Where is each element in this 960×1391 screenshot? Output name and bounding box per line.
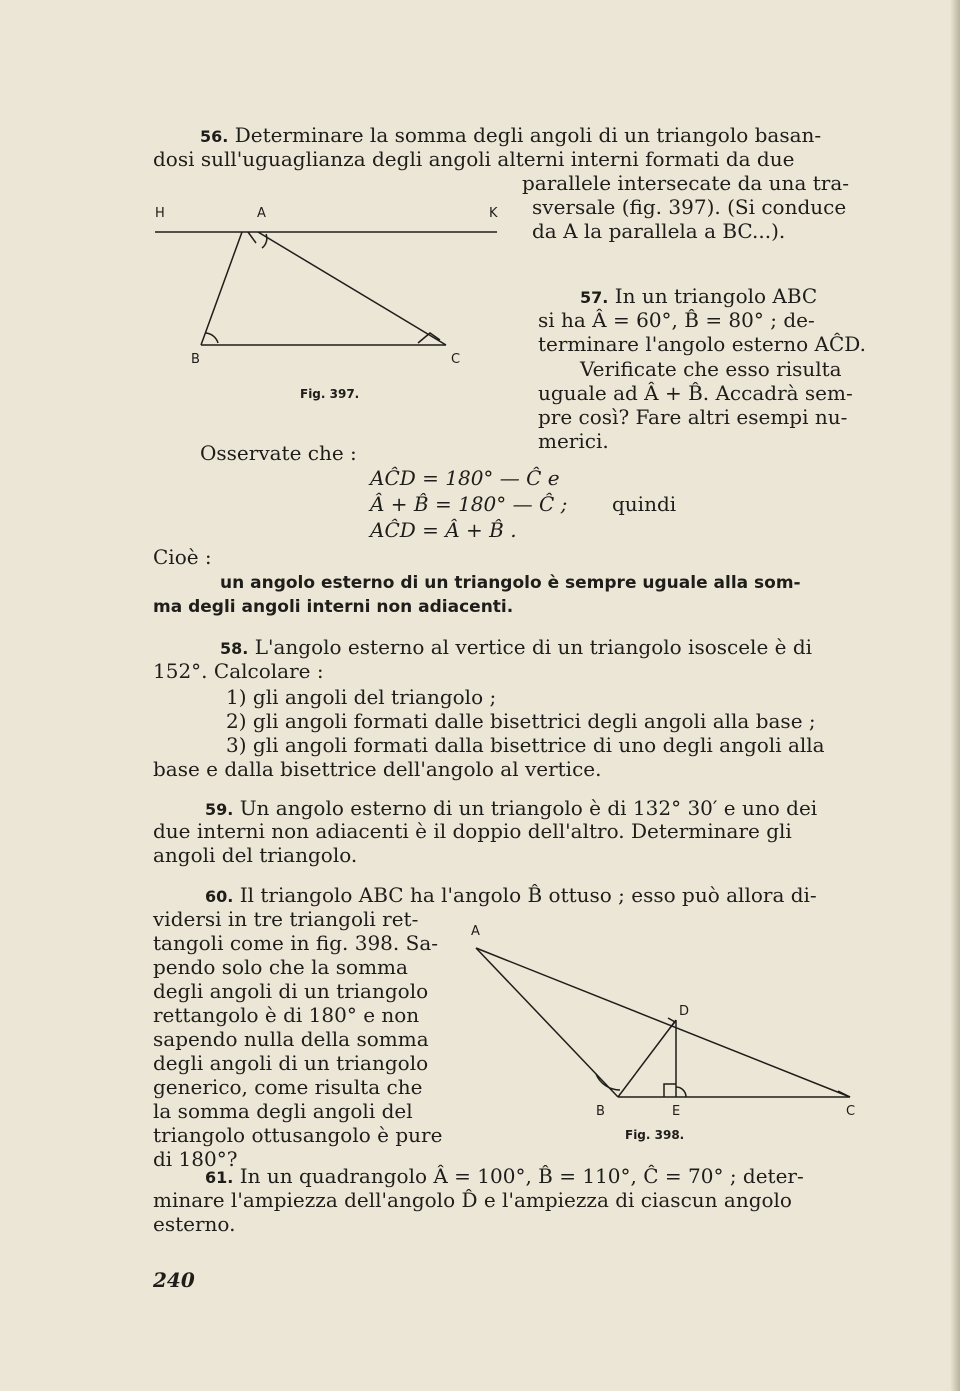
angle-mark-c (418, 333, 440, 343)
ex58-text1: L'angolo esterno al vertice di un triangolo isoscele è di (254, 635, 813, 659)
ex60-line6: rettangolo è di 180° e non (153, 1003, 420, 1027)
fig397-label-h: H (155, 206, 165, 221)
fig398-label-d: D (679, 1004, 690, 1019)
ex56-line4: sversale (fig. 397). (Si conduce (532, 195, 847, 219)
ex60-line12: di 180°? (153, 1147, 238, 1171)
ex57-line5: uguale ad Â + B̂. Accadrà sem- (538, 381, 853, 405)
equation-2: Â + B̂ = 180° — Ĉ ; (370, 492, 568, 516)
fig398-label-e: E (672, 1104, 681, 1119)
page-edge-shadow (950, 0, 960, 1391)
fig397-label-c: C (451, 352, 461, 367)
ex59-line1 (205, 797, 817, 821)
ex61-line3: esterno. (153, 1212, 236, 1236)
ex60-line1 (205, 884, 817, 908)
ex58-number: 58. (220, 639, 249, 658)
right-angle-mark-e (664, 1084, 676, 1097)
ex57-line4: Verificate che esso risulta (580, 357, 842, 381)
fig397-label-b: B (191, 352, 200, 367)
ex60-line7: sapendo nulla della somma (153, 1027, 429, 1051)
ex59-line3: angoli del triangolo. (153, 843, 358, 867)
ex59-line2: due interni non adiacenti è il doppio dell'altro. Determinare gli (153, 819, 792, 843)
side-ac (258, 232, 446, 345)
ex58-line1 (220, 636, 812, 660)
ex56-line2: dosi sull'uguaglianza degli angoli alterni interni formati da due (153, 147, 795, 171)
fig397-caption: Fig. 397. (300, 387, 360, 401)
ex56-line5: da A la parallela a BC...). (532, 219, 786, 243)
ex60-line5: degli angoli di un triangolo (153, 979, 429, 1003)
ex56-number: 56. (200, 127, 229, 146)
fig398-label-c: C (846, 1104, 856, 1119)
ex60-line2: vidersi in tre triangoli ret- (153, 907, 419, 931)
ex56-line3: parallele intersecate da una tra- (522, 171, 850, 195)
angle-mark-c (838, 1091, 850, 1097)
ex56-line1 (200, 124, 821, 148)
angle-mark-d (668, 1018, 675, 1028)
ex61-number: 61. (205, 1168, 234, 1187)
side-ab (201, 232, 242, 345)
ex61-line1 (205, 1165, 804, 1189)
side-ac (476, 948, 850, 1097)
segment-bd (618, 1020, 676, 1097)
ex59-text1: Un angolo esterno di un triangolo è di 132° 30′ e uno dei (239, 796, 818, 820)
angle-mark-a2 (262, 234, 267, 248)
ex58-line2: 152°. Calcolare : (153, 659, 324, 683)
ex60-line11: triangolo ottusangolo è pure (153, 1123, 443, 1147)
ex60-line3: tangoli come in fig. 398. Sa- (153, 931, 438, 955)
ex60-number: 60. (205, 887, 234, 906)
angle-mark-b (596, 1074, 620, 1090)
observe-label: Osservate che : (200, 441, 357, 465)
ex57-line3: terminare l'angolo esterno AĈD. (538, 332, 866, 356)
conclusion-line2: ma degli angoli interni non adiacenti. (153, 597, 514, 617)
ex61-line2: minare l'ampiezza dell'angolo D̂ e l'ampiezza di ciascun angolo (153, 1188, 792, 1212)
ex61-text1: In un quadrangolo Â = 100°, B̂ = 110°, Ĉ = 70° ; deter- (239, 1164, 804, 1188)
fig397-label-a: A (257, 206, 266, 221)
ex57-line1 (580, 285, 817, 309)
angle-mark-b (206, 333, 218, 343)
ex58-item3: 3) gli angoli formati dalla bisettrice di uno degli angoli alla (226, 733, 825, 757)
equation-1: AĈD = 180° — Ĉ e (370, 466, 560, 490)
ex58-item2: 2) gli angoli formati dalle bisettrici degli angoli alla base ; (226, 709, 816, 733)
ex58-item1: 1) gli angoli del triangolo ; (226, 685, 497, 709)
ex60-line8: degli angoli di un triangolo (153, 1051, 429, 1075)
page-number: 240 (153, 1268, 195, 1292)
equation-2-tail: quindi (612, 492, 677, 516)
fig398-label-b: B (596, 1104, 605, 1119)
ex57-number: 57. (580, 288, 609, 307)
fig398-caption: Fig. 398. (625, 1128, 685, 1142)
ex57-line2: si ha Â = 60°, B̂ = 80° ; de- (538, 308, 815, 332)
equation-3: AĈD = Â + B̂ . (370, 518, 517, 542)
ex58-item3b: base e dalla bisettrice dell'angolo al vertice. (153, 757, 602, 781)
conclusion-label: Cioè : (153, 545, 212, 569)
ex60-line9: generico, come risulta che (153, 1075, 423, 1099)
ex57-line7: merici. (538, 429, 609, 453)
ex59-number: 59. (205, 800, 234, 819)
ex57-text1: In un triangolo ABC (614, 284, 818, 308)
ex57-line6: pre così? Fare altri esempi nu- (538, 405, 848, 429)
ex56-text1: Determinare la somma degli angoli di un triangolo basan- (234, 123, 822, 147)
side-ab (476, 948, 618, 1097)
conclusion-line1: un angolo esterno di un triangolo è sempre uguale alla som- (220, 573, 801, 593)
ex60-line4: pendo solo che la somma (153, 955, 408, 979)
fig398-label-a: A (471, 924, 480, 939)
ex60-text1: Il triangolo ABC ha l'angolo B̂ ottuso ; esso può allora di- (239, 883, 817, 907)
ex60-line10: la somma degli angoli del (153, 1099, 413, 1123)
angle-mark-e2 (676, 1087, 686, 1097)
angle-mark-a1 (248, 232, 256, 243)
fig397-label-k: K (489, 206, 498, 221)
